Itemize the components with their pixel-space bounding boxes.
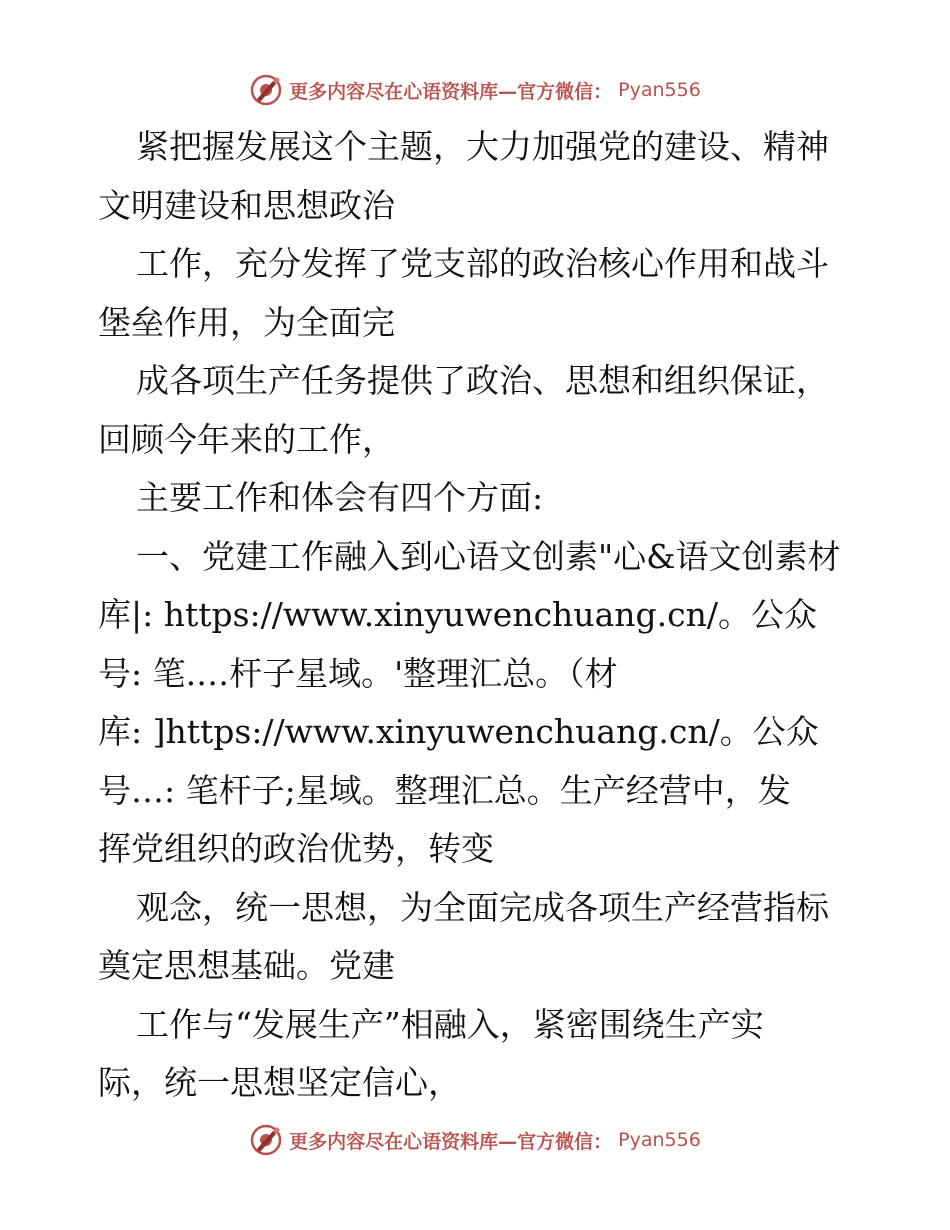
header-banner xyxy=(0,70,950,110)
pen-logo-icon xyxy=(249,1123,283,1157)
body-text-line: 工作与“发展生产”相融入，紧密围绕生产实 xyxy=(136,1004,764,1044)
body-text-line: 文明建设和思想政治 xyxy=(98,185,395,225)
body-text-line: 挥党组织的政治优势，转变 xyxy=(98,829,494,868)
body-text-line: 号…: 笔杆子;星域。整理汇总。生产经营中，发 xyxy=(98,770,791,810)
body-text-line: 成各项生产任务提供了政治、思想和组织保证， xyxy=(136,361,829,400)
document-body xyxy=(98,118,858,1113)
body-text-line: 堡垒作用，为全面完 xyxy=(98,302,395,342)
footer-banner xyxy=(0,1120,950,1160)
body-text-line: 库: ]https://www.xinyuwenchuang.cn/。公众 xyxy=(98,712,819,751)
body-text-line: 库|: https://www.xinyuwenchuang.cn/。公众 xyxy=(98,595,817,634)
body-text-line: 主要工作和体会有四个方面: xyxy=(136,478,544,517)
header-banner-text: 更多内容尽在心语资料库—官方微信： xyxy=(289,80,613,103)
body-text-line: 奠定思想基础。党建 xyxy=(98,946,395,985)
header-contact: Pyan556 xyxy=(618,79,701,101)
footer-contact: Pyan556 xyxy=(618,1129,701,1151)
body-text-line: 紧把握发展这个主题，大力加强党的建设、精神 xyxy=(136,127,829,166)
body-text-line: 回顾今年来的工作， xyxy=(98,419,395,459)
body-text-line: 一、党建工作融入到心语文创素"心&语文创素材 xyxy=(136,536,841,576)
body-text-line: 际，统一思想坚定信心， xyxy=(98,1063,461,1102)
body-text-line: 观念，统一思想，为全面完成各项生产经营指标 xyxy=(136,887,829,927)
body-text-line: 工作，充分发挥了党支部的政治核心作用和战斗 xyxy=(136,244,829,283)
pen-logo-icon xyxy=(249,73,283,107)
footer-banner-text: 更多内容尽在心语资料库—官方微信： xyxy=(289,1130,613,1153)
body-text-line: 号: 笔.…杆子星域。'整理汇总。（材 xyxy=(98,653,618,693)
